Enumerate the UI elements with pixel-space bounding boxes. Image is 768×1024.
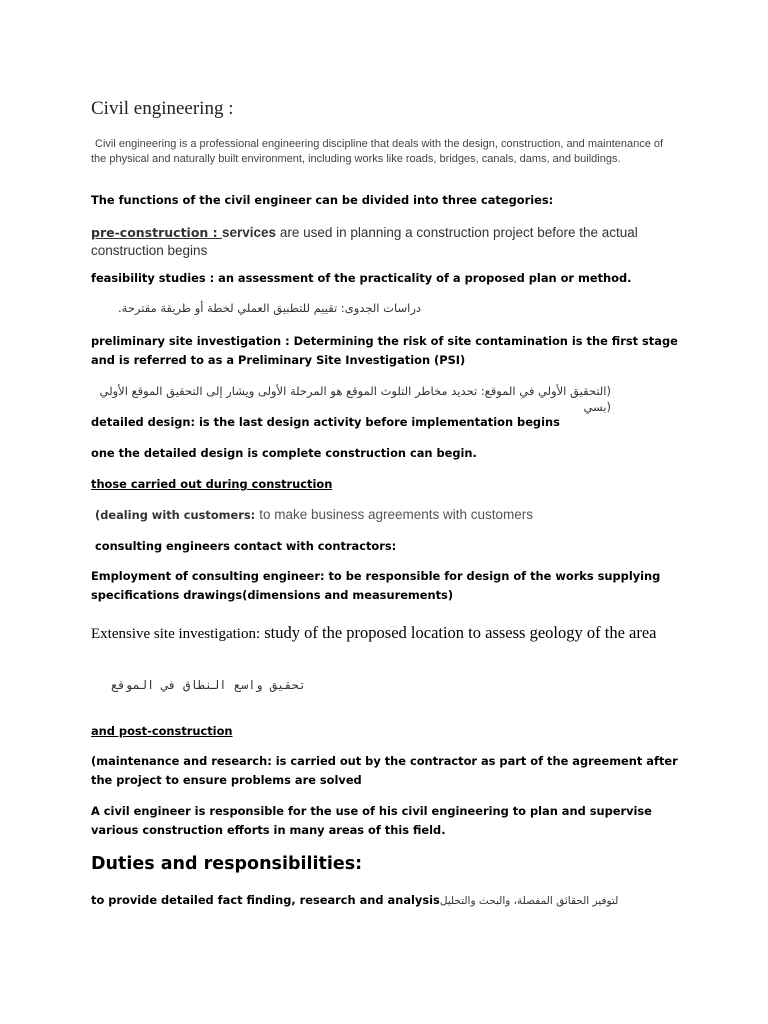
doc-title: Civil engineering : xyxy=(91,98,234,119)
duties-first-text: to provide detailed fact finding, research and analysis xyxy=(91,893,440,907)
pre-construction-label: pre-construction : xyxy=(91,225,223,240)
dealing-text: to make business agreements with customers xyxy=(259,507,534,522)
intro-paragraph: Civil engineering is a professional engineering discipline that deals with the design, construction, and maintenance of the physical and naturally built environment, including works like roads, bridges, canals, dams, and buildings. xyxy=(91,138,664,165)
post-construction-heading: and post-construction xyxy=(91,724,233,738)
detailed-complete-paragraph: one the detailed design is complete construction can begin. xyxy=(91,446,477,460)
employment-paragraph: Employment of consulting engineer: to be responsible for design of the works supplying specifications drawings(dimensions and measurements) xyxy=(91,569,661,602)
duties-heading: Duties and responsibilities: xyxy=(91,854,363,874)
extensive-text: study of the proposed location to assess geology of the area xyxy=(260,623,657,642)
pre-construction-paragraph xyxy=(91,223,681,260)
preliminary-paragraph: preliminary site investigation : Determining the risk of site contamination is the first stage and is referred to as a Preliminary Site Investigation (PSI) xyxy=(91,334,678,367)
services-word: services xyxy=(222,225,277,240)
extensive-paragraph xyxy=(91,623,681,644)
during-construction-heading: those carried out during construction xyxy=(91,477,333,491)
pre-construction-text: are used in planning a construction project before the actual construction begins xyxy=(91,225,638,258)
responsible-paragraph: A civil engineer is responsible for the use of his civil engineering to plan and supervise various construction efforts in many areas of this field. xyxy=(91,804,652,837)
duties-first-arabic: لتوفير الحقائق المفصلة، والبحث والتحليل xyxy=(439,895,619,907)
functions-heading: The functions of the civil engineer can be divided into three categories: xyxy=(91,193,554,207)
dealing-paragraph xyxy=(91,506,681,525)
extensive-arabic: تحقيق واسع النطاق في الموقع xyxy=(110,678,306,692)
duties-first-item xyxy=(91,891,681,910)
consulting-paragraph: consulting engineers contact with contractors: xyxy=(95,539,397,553)
feasibility-arabic: دراسات الجدوى: تقييم للتطبيق العملي لخطة أو طريقة مقترحة. xyxy=(118,301,421,315)
dealing-label: (dealing with customers: xyxy=(95,508,260,522)
feasibility-paragraph: feasibility studies : an assessment of the practicality of a proposed plan or method. xyxy=(91,271,632,285)
detailed-design-paragraph: detailed design: is the last design activity before implementation begins xyxy=(91,415,560,429)
preliminary-arabic: (التحقيق الأولي في الموقع: تحديد مخاطر التلوث الموقع هو المرحلة الأولى ويشار إلى التحقيق الموقع الأولي (بسي xyxy=(99,384,611,414)
maintenance-paragraph: (maintenance and research: is carried out by the contractor as part of the agreement after the project to ensure problems are solved xyxy=(91,754,678,787)
extensive-label: Extensive site investigation: xyxy=(91,626,261,642)
